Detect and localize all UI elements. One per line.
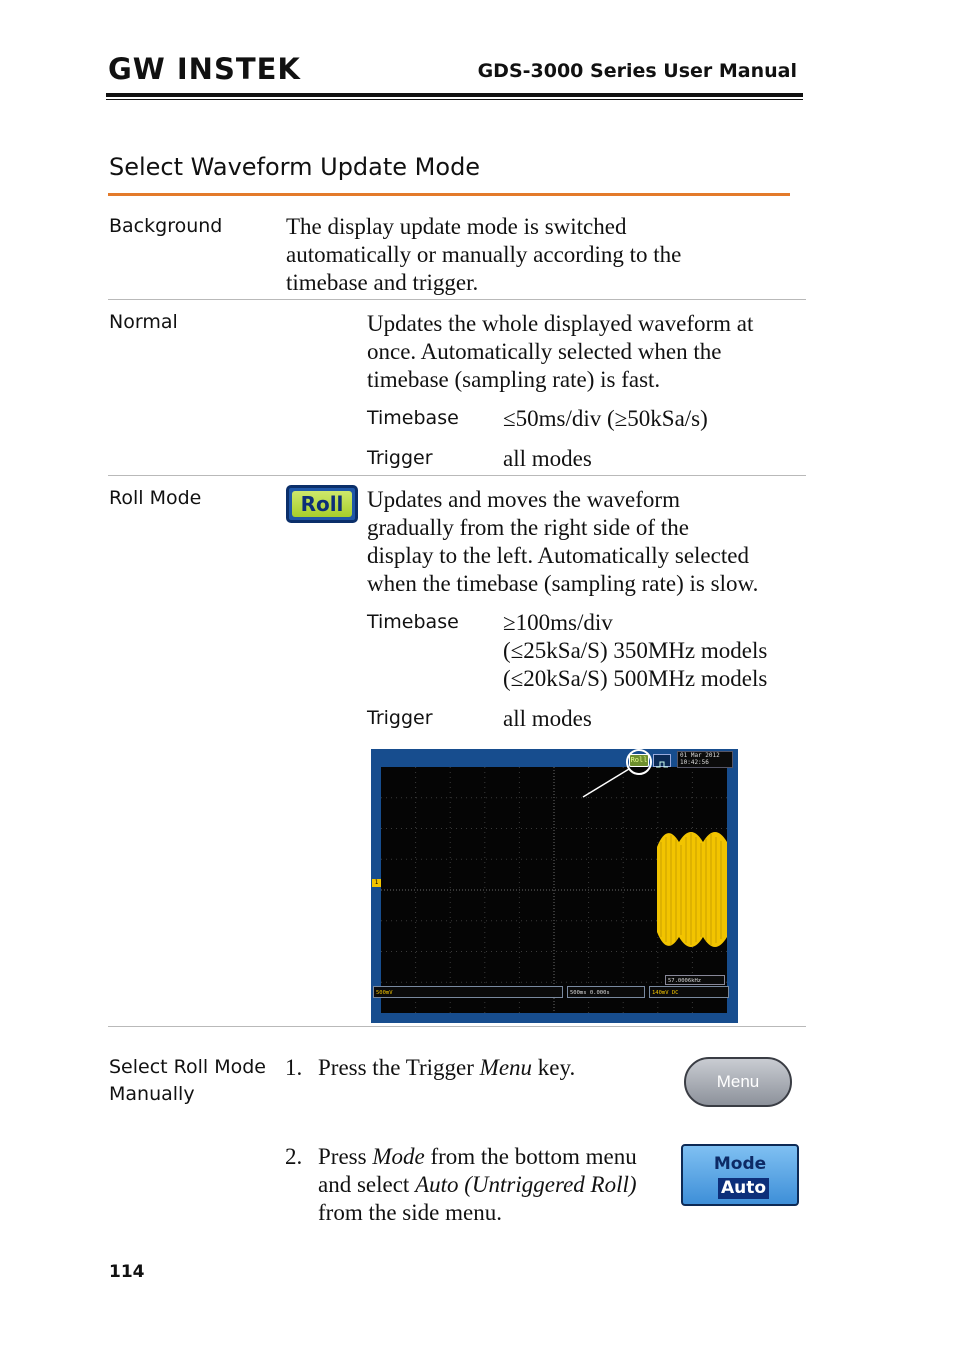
select-roll-label (109, 1054, 266, 1108)
row-separator (108, 299, 806, 300)
step2-line (318, 1143, 637, 1171)
scope-time: 10:42:56 (680, 759, 709, 766)
step1-text (318, 1054, 575, 1082)
roll-line: gradually from the right side of the (367, 515, 689, 540)
select-roll-label-line: Manually (109, 1083, 195, 1105)
roll-icon (286, 485, 358, 523)
section-title: Select Waveform Update Mode (109, 153, 481, 181)
normal-trigger-label: Trigger (367, 447, 433, 469)
step1-italic: Menu (479, 1055, 533, 1080)
background-line: The display update mode is switched (286, 214, 627, 239)
scope-trigger-level: 140mV (652, 990, 669, 996)
scope-timebase (567, 986, 645, 998)
page-number: 114 (109, 1262, 145, 1282)
normal-trigger-value: all modes (503, 446, 592, 471)
roll-timebase-label: Timebase (367, 611, 459, 633)
pulse-icon (654, 759, 670, 770)
normal-line: once. Automatically selected when the (367, 339, 722, 364)
background-label: Background (109, 215, 223, 237)
row-separator (108, 475, 806, 476)
scope-timebase-value: 500ms (570, 990, 587, 996)
normal-timebase-label: Timebase (367, 407, 459, 429)
background-line: timebase and trigger. (286, 270, 479, 295)
roll-trigger-label: Trigger (367, 707, 433, 729)
mode-softkey[interactable] (681, 1144, 799, 1206)
brand-logo: GW INSTEK (108, 52, 301, 86)
background-line: automatically or manually according to the (286, 242, 682, 267)
step2-number: 2. (285, 1144, 303, 1169)
roll-line: display to the left. Automatically selected (367, 543, 749, 568)
mode-label: Mode (713, 1154, 767, 1174)
step2-post: from the bottom menu (424, 1144, 637, 1169)
scope-roll-badge: Roll (629, 754, 649, 767)
auto-option: Auto (718, 1178, 769, 1199)
scope-position-value: 0.000s (589, 990, 610, 996)
normal-timebase-value: ≤50ms/div (≥50kSa/s) (503, 406, 708, 431)
normal-line: timebase (sampling rate) is fast. (367, 367, 661, 392)
scope-datetime (677, 751, 733, 768)
normal-label: Normal (109, 311, 178, 333)
step2-text (318, 1143, 637, 1227)
scope-frequency: 57.0006kHz (665, 975, 725, 985)
roll-mode-text (367, 486, 758, 598)
roll-line: Updates and moves the waveform (367, 487, 680, 512)
ch1-scale: 500mV (373, 986, 563, 998)
menu-key[interactable]: Menu (684, 1057, 792, 1107)
manual-title: GDS-3000 Series User Manual (477, 60, 797, 82)
step2-pre: and select (318, 1172, 416, 1197)
step2-pre: Press (318, 1144, 373, 1169)
trigger-type-icon (653, 754, 671, 767)
step2-italic: Auto (Untriggered Roll) (415, 1172, 637, 1197)
roll-timebase-line: (≤25kSa/S) 350MHz models (503, 638, 768, 663)
roll-trigger-value: all modes (503, 706, 592, 731)
roll-mode-label: Roll Mode (109, 487, 202, 509)
roll-timebase-line: ≥100ms/div (503, 610, 613, 635)
roll-line: when the timebase (sampling rate) is slow. (367, 571, 759, 596)
normal-text (367, 310, 753, 394)
roll-timebase-line: (≤20kSa/S) 500MHz models (503, 666, 768, 691)
scope-coupling: DC (671, 990, 679, 996)
scope-date: 01 Mar 2012 (680, 752, 720, 759)
step2-line: from the side menu. (318, 1200, 502, 1225)
header-rule (106, 93, 803, 97)
roll-timebase-values (503, 609, 767, 693)
step2-italic: Mode (372, 1144, 425, 1169)
step1-number: 1. (285, 1055, 303, 1080)
normal-line: Updates the whole displayed waveform at (367, 311, 754, 336)
step2-line (318, 1171, 637, 1199)
row-separator (108, 1026, 806, 1027)
header-rule-thin (106, 99, 803, 100)
background-text (286, 213, 681, 297)
scope-trigger-info (649, 986, 729, 998)
select-roll-label-line: Select Roll Mode (109, 1056, 266, 1078)
section-rule (108, 193, 790, 196)
roll-icon-text: Roll (292, 491, 352, 517)
step1-pre: Press the Trigger (318, 1055, 480, 1080)
channel-marker: 1 (372, 879, 381, 887)
scope-status-bar (371, 986, 738, 1000)
scope-screenshot (371, 749, 738, 1023)
step1-post: key. (532, 1055, 576, 1080)
